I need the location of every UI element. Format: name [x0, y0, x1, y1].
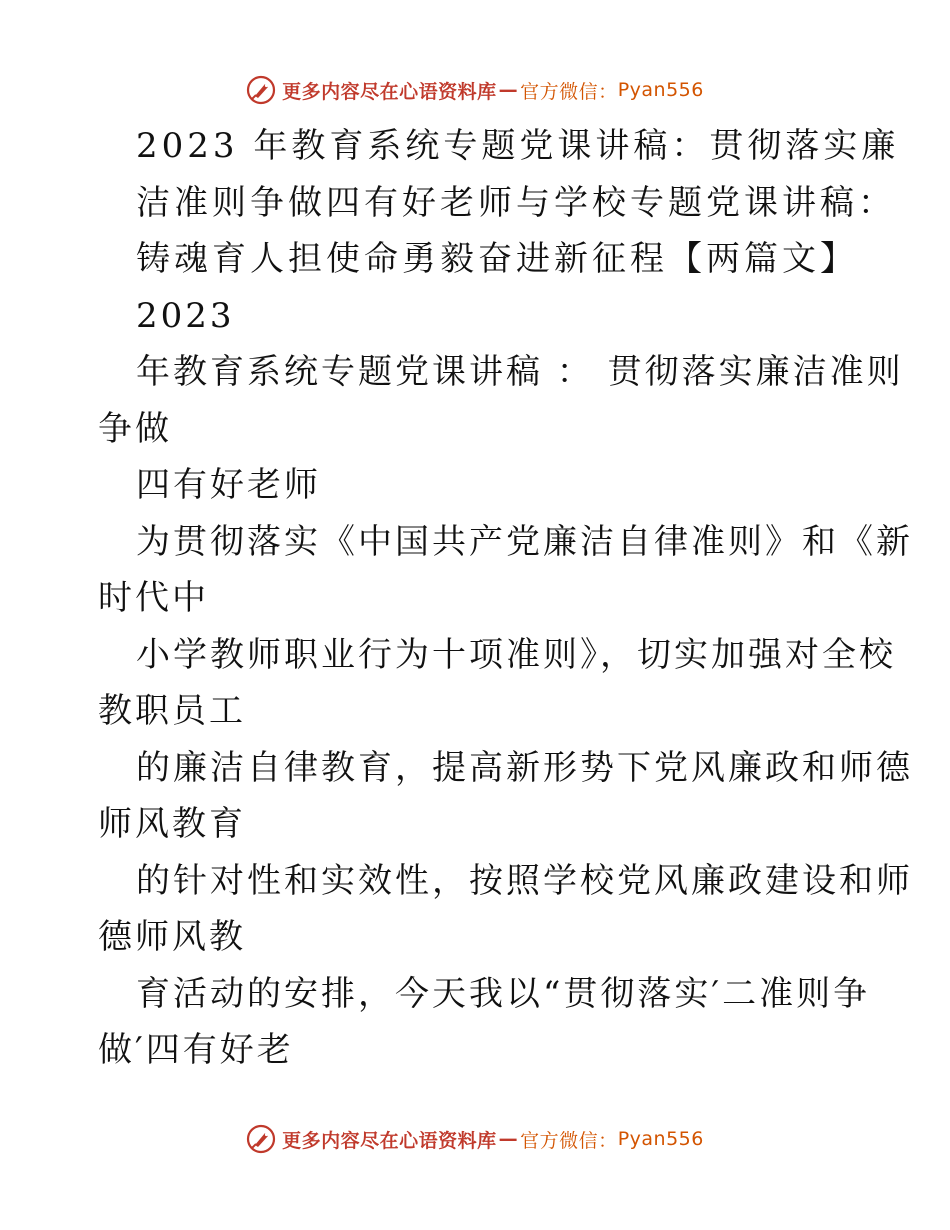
banner-wechat-id: Pyan556 [617, 79, 704, 101]
paragraph-line: 小学教师职业行为十项准则》，切实加强对全校 [136, 634, 896, 675]
header-banner [0, 70, 950, 110]
paragraph-line: 2023 [136, 295, 235, 336]
banner-wechat-label: 官方微信： [520, 1129, 618, 1152]
banner-wechat-id: Pyan556 [617, 1128, 704, 1150]
banner-dash: — [498, 1128, 519, 1150]
title-line-1: 2023 年教育系统专题党课讲稿：贯彻落实廉 [136, 126, 900, 166]
paragraph-line: 四有好老师 [136, 465, 321, 505]
footer-banner [0, 1119, 950, 1159]
paragraph-line: 时代中 [98, 578, 209, 618]
banner-site-text: 更多内容尽在心语资料库 [282, 80, 497, 103]
banner-dash: — [498, 79, 519, 101]
paragraph-line: 为贯彻落实《中国共产党廉洁自律准则》和《新 [136, 521, 913, 562]
paragraph-line: 争做 [98, 408, 172, 449]
paragraph-line: 年教育系统专题党课讲稿 ： 贯彻落实廉洁准则 [136, 352, 904, 392]
paragraph-line: 育活动的安排，今天我以“贯彻落实′二准则争 [136, 973, 871, 1014]
banner-site-text: 更多内容尽在心语资料库 [282, 1129, 497, 1152]
paragraph-line: 德师风教 [98, 917, 246, 957]
pen-nib-logo-icon [246, 1124, 276, 1154]
paragraph-line: 做′四有好老 [98, 1030, 294, 1070]
banner-wechat-label: 官方微信： [520, 80, 618, 103]
pen-nib-logo-icon [246, 75, 276, 105]
paragraph-line: 师风教育 [98, 804, 246, 844]
paragraph-line: 教职员工 [98, 691, 246, 731]
paragraph-line: 的廉洁自律教育，提高新形势下党风廉政和师德 [136, 747, 913, 788]
title-line-3: 铸魂育人担使命勇毅奋进新征程【两篇文】 [136, 239, 858, 279]
paragraph-line: 的针对性和实效性，按照学校党风廉政建设和师 [136, 860, 913, 901]
title-line-2: 洁准则争做四有好老师与学校专题党课讲稿： [136, 182, 896, 223]
document-body [98, 118, 913, 1079]
